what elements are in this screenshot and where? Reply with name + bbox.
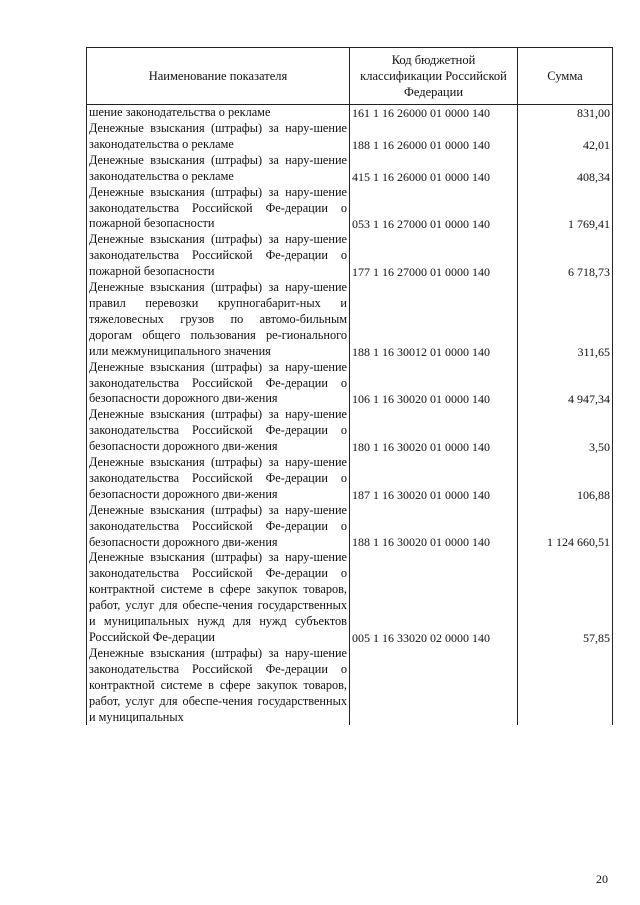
row-code-cell: 005 1 16 33020 02 0000 140	[350, 550, 518, 645]
row-name-cell: Денежные взыскания (штрафы) за нару-шение законодательства Российской Фе-дерации о пожарной безопасности	[87, 232, 350, 280]
table-row	[87, 550, 613, 645]
row-sum-cell: 311,65	[518, 280, 613, 360]
table-row	[87, 646, 613, 726]
row-name-cell: Денежные взыскания (штрафы) за нару-шение законодательства Российской Фе-дерации о безопасности дорожного дви-жения	[87, 360, 350, 408]
table-row	[87, 232, 613, 280]
table-body	[87, 105, 613, 726]
header-name: Наименование показателя	[87, 48, 350, 105]
table-row	[87, 455, 613, 503]
row-sum-cell: 1 769,41	[518, 185, 613, 233]
header-sum: Сумма	[518, 48, 613, 105]
row-code-cell: 187 1 16 30020 01 0000 140	[350, 455, 518, 503]
table-row	[87, 360, 613, 408]
row-sum-cell: 6 718,73	[518, 232, 613, 280]
table-row	[87, 185, 613, 233]
row-name-cell: Денежные взыскания (штрафы) за нару-шение законодательства Российской Фе-дерации о безопасности дорожного дви-жения	[87, 407, 350, 455]
table-header-row	[87, 48, 613, 105]
row-code-cell: 188 1 16 30020 01 0000 140	[350, 503, 518, 551]
row-name-cell: Денежные взыскания (штрафы) за нару-шение законодательства о рекламе	[87, 153, 350, 185]
row-name-cell: Денежные взыскания (штрафы) за нару-шение законодательства Российской Фе-дерации о пожарной безопасности	[87, 185, 350, 233]
row-sum-cell: 4 947,34	[518, 360, 613, 408]
row-code-cell: 415 1 16 26000 01 0000 140	[350, 153, 518, 185]
row-sum-cell: 3,50	[518, 407, 613, 455]
table-row	[87, 407, 613, 455]
row-code-cell: 177 1 16 27000 01 0000 140	[350, 232, 518, 280]
table-row	[87, 105, 613, 122]
row-name-cell: шение законодательства о рекламе	[87, 105, 350, 122]
row-sum-cell: 831,00	[518, 105, 613, 122]
table-row	[87, 121, 613, 153]
row-sum-cell: 1 124 660,51	[518, 503, 613, 551]
row-code-cell: 188 1 16 26000 01 0000 140	[350, 121, 518, 153]
row-code-cell	[350, 646, 518, 726]
row-name-cell: Денежные взыскания (штрафы) за нару-шение правил перевозки крупногабарит-ных и тяжеловесных грузов по автомо-бильным дорогам общего пользования ре-гионального или межмуниципального значения	[87, 280, 350, 360]
table-row	[87, 280, 613, 360]
row-code-cell: 180 1 16 30020 01 0000 140	[350, 407, 518, 455]
row-code-cell: 188 1 16 30012 01 0000 140	[350, 280, 518, 360]
row-sum-cell: 42,01	[518, 121, 613, 153]
row-code-cell: 106 1 16 30020 01 0000 140	[350, 360, 518, 408]
row-sum-cell: 57,85	[518, 550, 613, 645]
header-code: Код бюджетной классификации Российской Федерации	[350, 48, 518, 105]
row-sum-cell: 408,34	[518, 153, 613, 185]
row-sum-cell: 106,88	[518, 455, 613, 503]
row-name-cell: Денежные взыскания (штрафы) за нару-шение законодательства Российской Фе-дерации о контрактной системе в сфере закупок товаров, работ, услуг для обеспе-чения государственных и муниципальных	[87, 646, 350, 726]
table-row	[87, 503, 613, 551]
row-code-cell: 053 1 16 27000 01 0000 140	[350, 185, 518, 233]
row-name-cell: Денежные взыскания (штрафы) за нару-шение законодательства Российской Фе-дерации о безопасности дорожного дви-жения	[87, 455, 350, 503]
row-sum-cell	[518, 646, 613, 726]
row-code-cell: 161 1 16 26000 01 0000 140	[350, 105, 518, 122]
row-name-cell: Денежные взыскания (штрафы) за нару-шение законодательства Российской Фе-дерации о контрактной системе в сфере закупок товаров, работ, услуг для обеспе-чения государственных и муниципальных нужд для нужд субъектов Российской Фе-дерации	[87, 550, 350, 645]
page-number: 20	[596, 872, 608, 886]
table-row	[87, 153, 613, 185]
row-name-cell: Денежные взыскания (штрафы) за нару-шение законодательства о рекламе	[87, 121, 350, 153]
row-name-cell: Денежные взыскания (штрафы) за нару-шение законодательства Российской Фе-дерации о безопасности дорожного дви-жения	[87, 503, 350, 551]
budget-revenue-table	[86, 47, 613, 725]
